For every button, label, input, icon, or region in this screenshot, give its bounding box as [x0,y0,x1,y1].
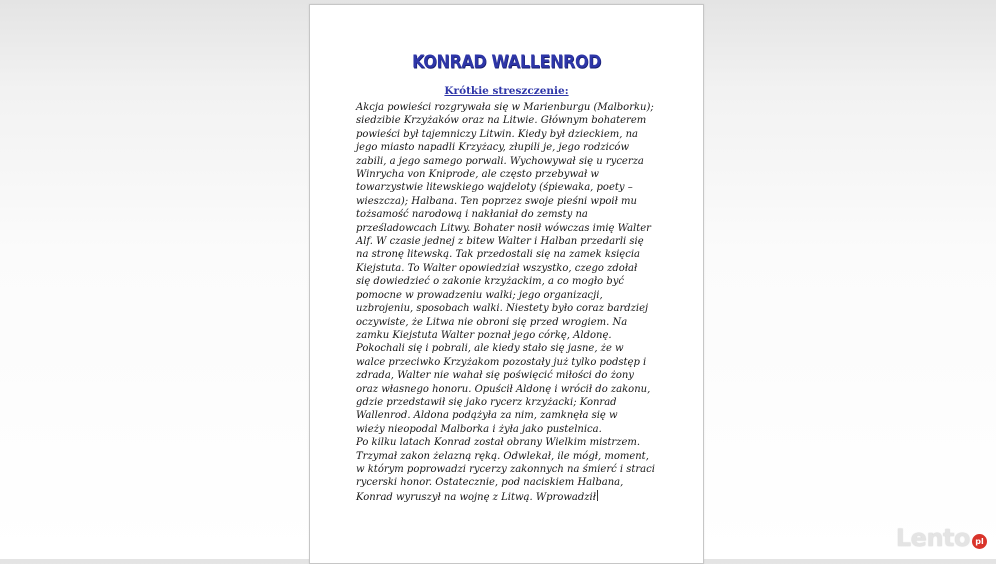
document-body-line: powieści był tajemniczy Litwin. Kiedy był dzieckiem, na [356,128,671,141]
document-body-line: Po kilku latach Konrad został obrany Wielkim mistrzem. [356,436,671,449]
document-body-line: rycerski honor. Ostatecznie, pod naciskiem Halbana, [356,476,671,489]
document-body-line: się dowiedzieć o zakonie krzyżackim, a co mogło być [356,275,671,288]
document-body-line: jego miasto napadli Krzyżacy, złupili je, jego rodziców [356,141,671,154]
document-body-line: wieży nieopodal Malborka i żyła jako pustelnica. [356,423,671,436]
document-body-line: Wallenrod. Aldona podążyła za nim, zamknęła się w [356,409,671,422]
document-body-line: oraz własnego honoru. Opuścił Aldonę i wrócił do zakonu, [356,383,671,396]
watermark-logo-text: Lento [896,524,970,552]
document-body-line: uzbrojeniu, sposobach walki. Niestety było coraz bardziej [356,302,671,315]
document-title: KONRAD WALLENROD [310,51,703,72]
document-body-line: zamku Kiejstuta Walter poznał jego córkę, Aldonę. [356,329,671,342]
document-body-line: towarzystwie litewskiego wajdeloty (śpiewaka, poety – [356,181,671,194]
document-body-line: pomocne w prowadzeniu walki; jego organizacji, [356,289,671,302]
document-body-line: Konrad wyruszył na wojnę z Litwą. Wprowadził [356,490,671,504]
document-body-line: w którym poprowadzi rycerzy zakonnych na śmierć i straci [356,463,671,476]
text-cursor [597,490,598,501]
document-body-line: Kiejstuta. To Walter opowiedział wszystko, czego zdołał [356,262,671,275]
document-body-line: zabili, a jego samego porwali. Wychowywał się u rycerza [356,155,671,168]
document-body[interactable] [356,101,671,504]
document-page [309,4,704,564]
document-body-line: siedzibie Krzyżaków oraz na Litwie. Głównym bohaterem [356,114,671,127]
document-body-line: Alf. W czasie jednej z bitew Walter i Halban przedarli się [356,235,671,248]
document-body-line: walce przeciwko Krzyżakom pozostały już tylko podstęp i [356,356,671,369]
document-body-line: prześladowcach Litwy. Bohater nosił wówczas imię Walter [356,222,671,235]
document-body-line: Pokochali się i pobrali, ale kiedy stało się jasne, że w [356,342,671,355]
document-body-line: zdrada, Walter nie wahał się poświęcić miłości do żony [356,369,671,382]
document-subtitle: Krótkie streszczenie: [310,85,703,97]
lento-watermark [896,524,987,552]
document-body-line: gdzie przedstawił się jako rycerz krzyżacki; Konrad [356,396,671,409]
watermark-pl-badge: pl [972,534,987,549]
document-body-line: Trzymał zakon żelazną ręką. Odwlekał, ile mógł, moment, [356,450,671,463]
document-body-line: tożsamość narodową i nakłaniał do zemsty na [356,208,671,221]
document-body-line: wieszcza); Halbana. Ten poprzez swoje pieśni wpoił mu [356,195,671,208]
document-body-line: oczywiste, że Litwa nie obroni się przed wrogiem. Na [356,316,671,329]
document-body-line: na stronę litewską. Tak przedostali się na zamek księcia [356,248,671,261]
document-body-line: Winrycha von Kniprode, ale często przebywał w [356,168,671,181]
document-body-line: Akcja powieści rozgrywała się w Marienburgu (Malborku); [356,101,671,114]
